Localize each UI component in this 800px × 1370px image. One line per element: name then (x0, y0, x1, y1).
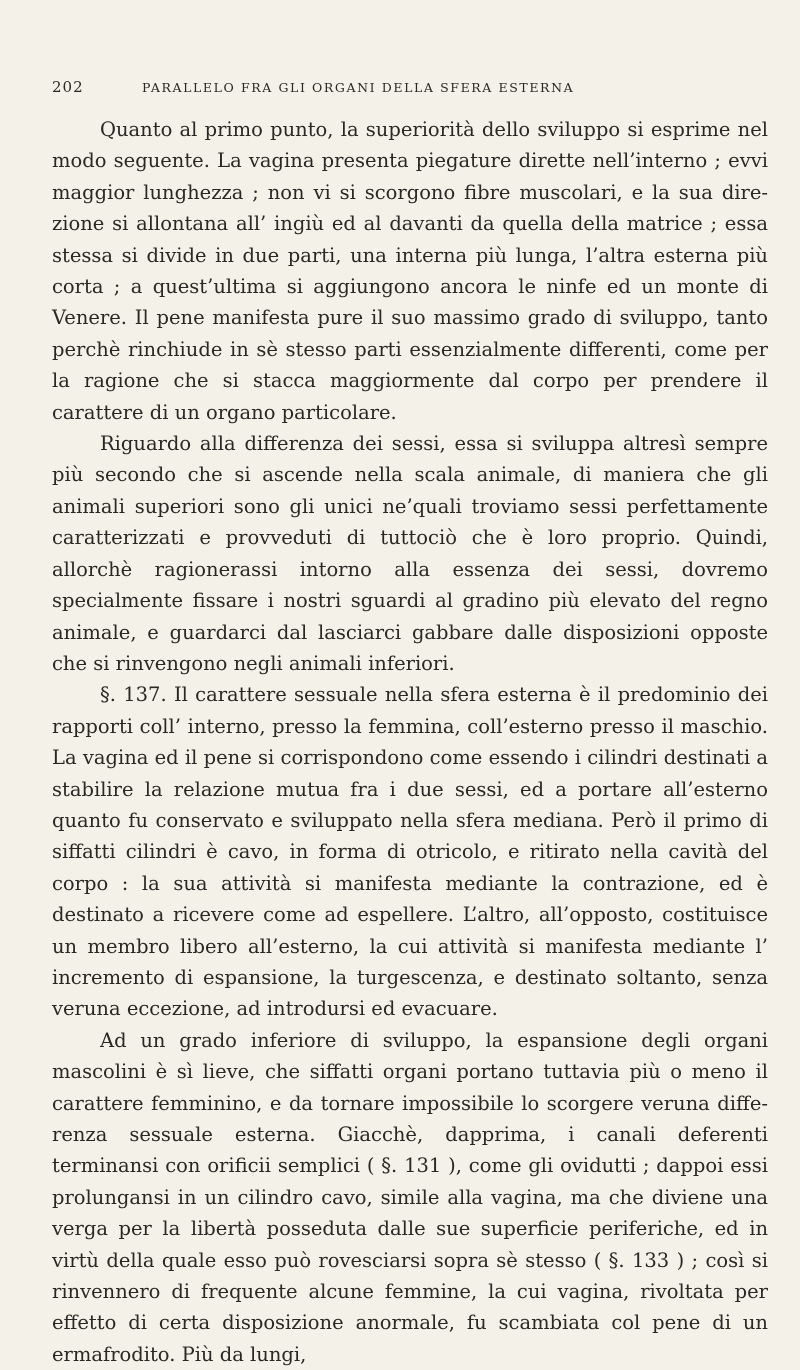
paragraph-2: Riguardo alla differenza dei sessi, essa si sviluppa altresì sempre più secondo che si ascende nella scala animale, di maniera che gli animali superiori sono gli unici ne’quali troviamo sessi perfettamente caratterizzati e provveduti di tuttociò che è loro proprio. Quindi, allorchè ragionerassi intorno alla essenza dei sessi, dovremo specialmente fissare i nostri sguardi al gradino più elevato del regno animale, e guardarci dal lasciarci gabbare dalle disposizioni opposte che si rinvengono negli animali inferiori. (52, 432, 768, 675)
page-header (52, 78, 772, 98)
running-title: PARALLELO FRA GLI ORGANI DELLA SFERA ESTERNA (142, 80, 575, 95)
paragraph-3: §. 137. Il carattere sessuale nella sfera esterna è il predominio dei rapporti coll’ interno, presso la femmina, coll’esterno presso il maschio. La vagina ed il pene si corrispondono come essendo i cilindri destinati a stabilire la relazione mutua fra i due sessi, ed a portare all’esterno quanto fu conservato e sviluppato nella sfera mediana. Però il primo di siffatti cilindri è cavo, in forma di otricolo, e ritirato nella cavità del corpo : la sua attività si manifesta mediante la contrazione, ed è destinato a ricevere come ad espellere. L’altro, all’opposto, costituisce un membro libero all’esterno, la cui attività si manifesta mediante l’ incremento di espansione, la turgescenza, e destinato soltanto, senza veruna eccezione, ad introdursi ed evacuare. (52, 683, 768, 1021)
page-number: 202 (52, 78, 84, 96)
paragraph-4: Ad un grado inferiore di sviluppo, la espansione degli organi mascolini è sì lieve, che siffatti organi portano tuttavia più o meno il carattere femminino, e da tornare impossibile lo scorgere veruna differenza sessuale esterna. Giacchè, dapprima, i canali deferenti terminansi con orificii semplici ( §. 131 ), come gli ovidutti ; dappoi essi prolungansi in un cilindro cavo, simile alla vagina, ma che diviene una verga per la libertà posseduta dalle sue superficie periferiche, ed in virtù della quale esso può rovesciarsi sopra sè stesso ( §. 133 ) ; così si rinvennero di frequente alcune femmine, la cui vagina, rivoltata per effetto di certa disposizione anormale, fu scambiata col pene di un ermafrodito. Più da lungi, (52, 1028, 768, 1366)
body-text (52, 114, 768, 1370)
paragraph-1: Quanto al primo punto, la superiorità dello sviluppo si esprime nel modo seguente. La vagina presenta piegature dirette nell’interno ; evvi maggior lunghezza ; non vi si scorgono fibre muscolari, e la sua direzione si allontana all’ ingiù ed al davanti da quella della matrice ; essa stessa si divide in due parti, una interna più lunga, l’altra esterna più corta ; a quest’ultima si aggiungono ancora le ninfe ed un monte di Venere. Il pene manifesta pure il suo massimo grado di sviluppo, tanto perchè rinchiude in sè stesso parti essenzialmente differenti, come per la ragione che si stacca maggiormente dal corpo per prendere il carattere di un organo particolare. (52, 118, 768, 424)
